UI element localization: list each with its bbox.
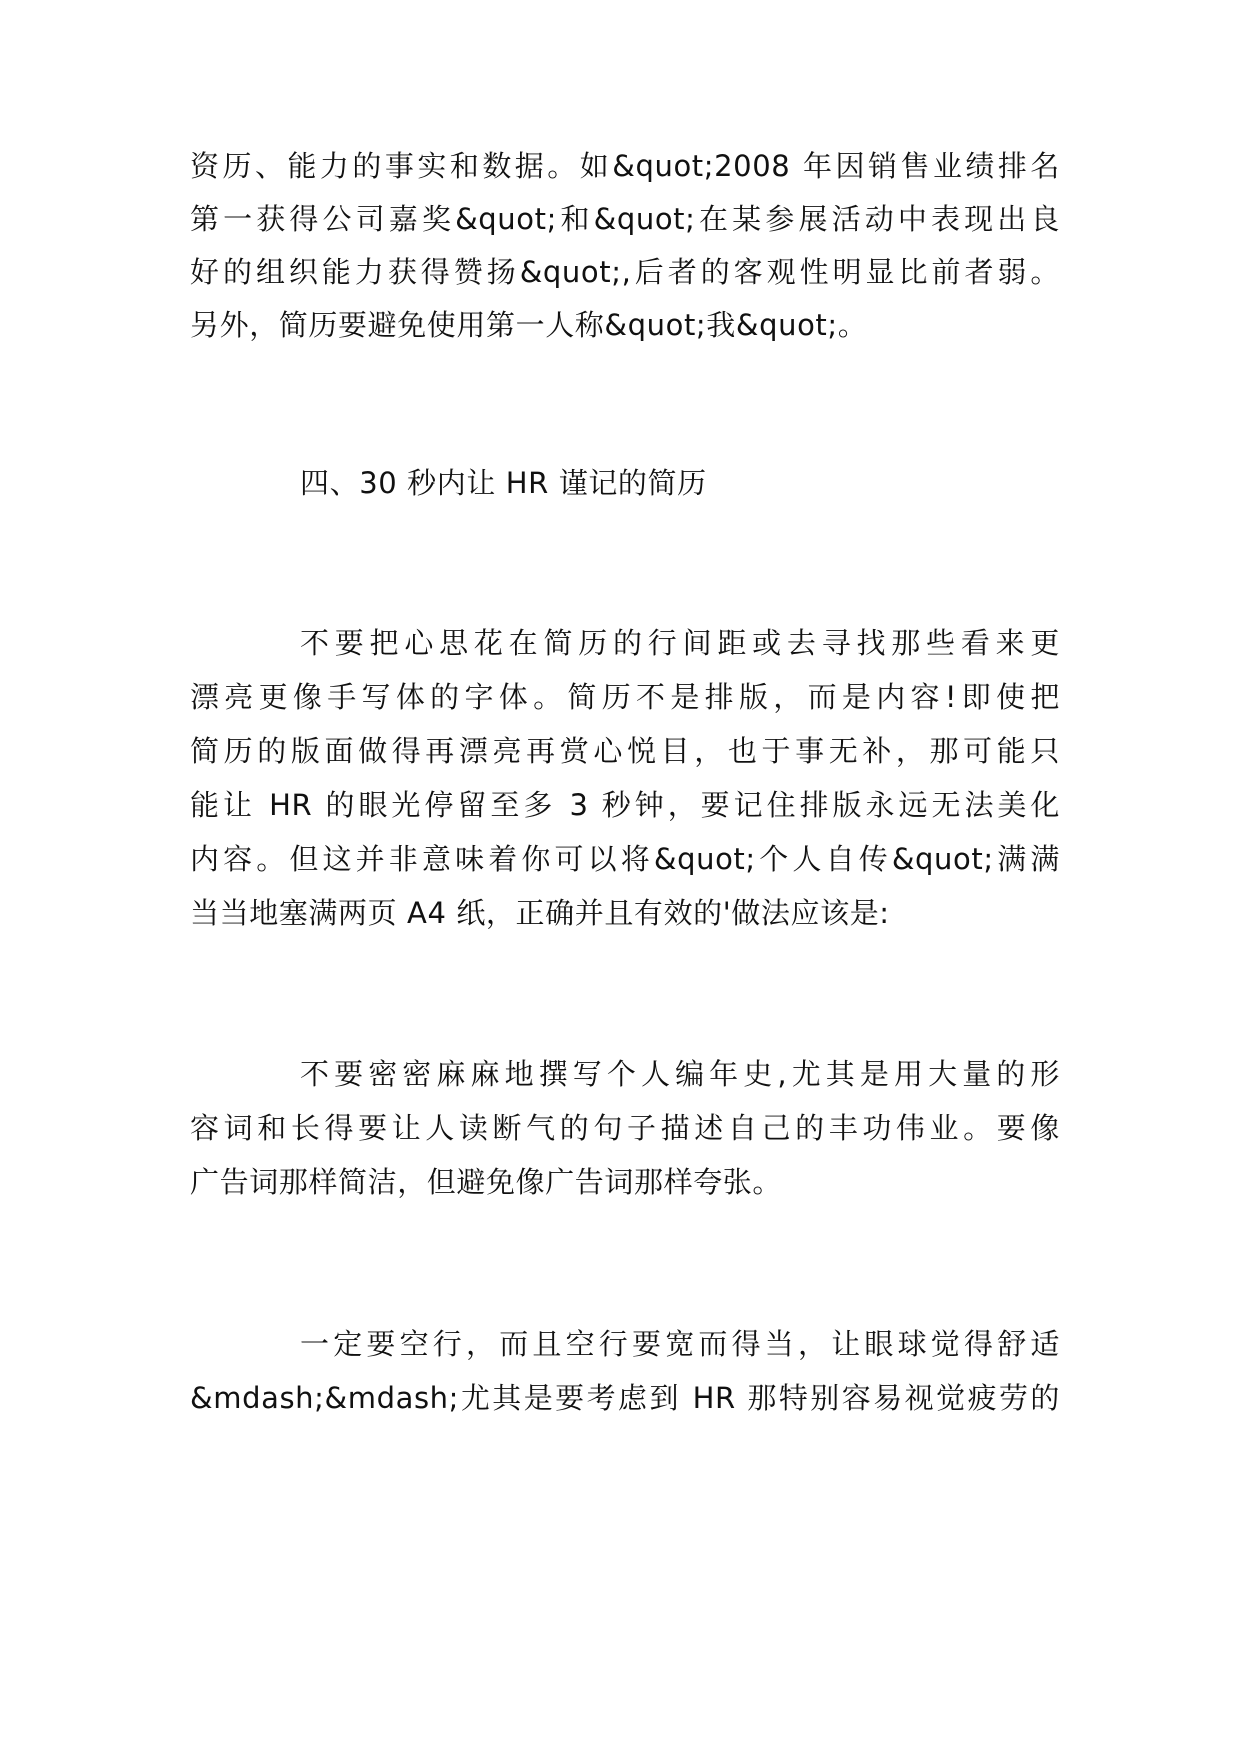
paragraph-line: 一定要空行，而且空行要宽而得当，让眼球觉得舒适 xyxy=(300,1327,1060,1361)
paragraph-line: 漂亮更像手写体的字体。简历不是排版，而是内容!即使把 xyxy=(190,680,1060,714)
paragraph-line: 好的组织能力获得赞扬&quot;,后者的客观性明显比前者弱。 xyxy=(190,255,1060,289)
paragraph-line: 当当地塞满两页 A4 纸，正确并且有效的'做法应该是: xyxy=(190,896,890,930)
section-heading: 四、30 秒内让 HR 谨记的简历 xyxy=(300,466,707,500)
paragraph-line: 能让 HR 的眼光停留至多 3 秒钟，要记住排版永远无法美化 xyxy=(190,788,1060,822)
paragraph-line: 内容。但这并非意味着你可以将&quot;个人自传&quot;满满 xyxy=(190,842,1060,876)
paragraph-line: 第一获得公司嘉奖&quot;和&quot;在某参展活动中表现出良 xyxy=(190,202,1060,236)
paragraph-line: 资历、能力的事实和数据。如&quot;2008 年因销售业绩排名 xyxy=(190,149,1060,183)
paragraph-line: 不要密密麻麻地撰写个人编年史,尤其是用大量的形 xyxy=(300,1057,1060,1091)
paragraph-line: 容词和长得要让人读断气的句子描述自己的丰功伟业。要像 xyxy=(190,1111,1060,1145)
paragraph-line: 不要把心思花在简历的行间距或去寻找那些看来更 xyxy=(300,626,1060,660)
paragraph-line: 另外，简历要避免使用第一人称&quot;我&quot;。 xyxy=(190,308,868,342)
paragraph-line: 广告词那样简洁，但避免像广告词那样夸张。 xyxy=(190,1165,783,1199)
paragraph-line: 简历的版面做得再漂亮再赏心悦目，也于事无补，那可能只 xyxy=(190,734,1060,768)
paragraph-line: &mdash;&mdash;尤其是要考虑到 HR 那特别容易视觉疲劳的 xyxy=(190,1381,1060,1415)
